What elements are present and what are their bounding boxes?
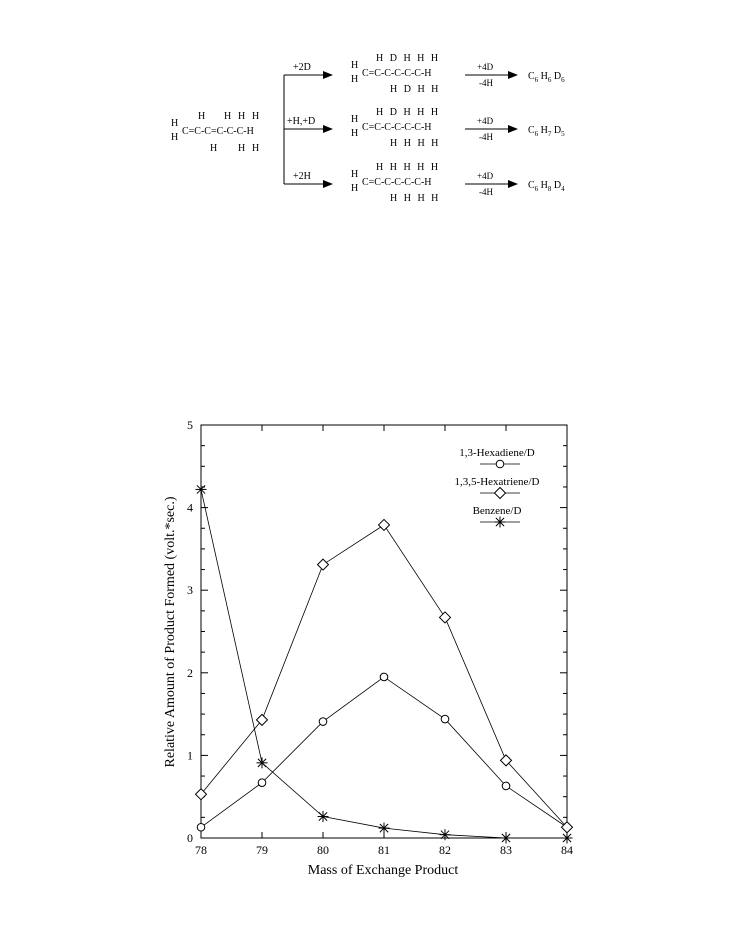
reactant-bottom-h: H H H [210, 143, 260, 154]
y-tick-label: 1 [187, 748, 193, 763]
x-tick-label: 82 [439, 843, 451, 857]
step-bottom-label: -4H [479, 132, 493, 142]
x-tick-label: 84 [561, 843, 573, 857]
legend-marker-diamond [495, 488, 506, 499]
data-point-circle [502, 782, 510, 790]
path-2d [284, 53, 565, 95]
y-tick-label: 3 [187, 583, 193, 598]
reactant-chain: C=C-C=C-C-C-H [182, 126, 254, 137]
data-point-circle [380, 673, 388, 681]
data-point-diamond [318, 559, 329, 570]
legend-marker-circle [496, 460, 504, 468]
step-top-label: +4D [477, 116, 494, 126]
step-arrow-head [508, 125, 518, 133]
step-bottom-label: -4H [479, 187, 493, 197]
data-point-circle [258, 779, 266, 787]
legend-label: 1,3,5-Hexatriene/D [454, 476, 540, 488]
product-top-h: H D H H H [376, 53, 439, 64]
reactant-left-h-top: H [171, 118, 179, 129]
product-left-h2: H [351, 74, 359, 85]
data-point-star [501, 833, 512, 844]
product-top-h: H D H H H [376, 107, 439, 118]
step-arrow-head [508, 71, 518, 79]
path-h-d [284, 107, 565, 149]
step-top-label: +4D [477, 62, 494, 72]
x-axis-label: Mass of Exchange Product [307, 863, 459, 878]
x-tick-label: 78 [195, 843, 207, 857]
plot-frame [201, 425, 567, 838]
data-point-star [196, 484, 207, 495]
data-point-diamond [562, 822, 573, 833]
data-point-star [562, 833, 573, 844]
legend-label: Benzene/D [472, 505, 522, 517]
series-diamond [196, 519, 573, 832]
y-axis-label: Relative Amount of Product Formed (volt.*sec.) [163, 496, 178, 768]
chart-axes [187, 418, 573, 857]
reagent-arrow-head [323, 125, 333, 133]
step-bottom-label: -4H [479, 78, 493, 88]
x-tick-label: 83 [500, 843, 512, 857]
product-left-h: H [351, 169, 359, 180]
final-formula: $C_6$ $H_8$ $D_4$ [528, 180, 565, 193]
reactant-top-h: H H H H [198, 111, 261, 122]
product-chain: C=C-C-C-C-C-H [362, 177, 432, 188]
product-left-h2: H [351, 183, 359, 194]
product-top-h: H H H H H [376, 162, 439, 173]
data-point-diamond [440, 612, 451, 623]
data-point-circle [319, 718, 327, 726]
x-tick-label: 81 [378, 843, 390, 857]
data-point-star [379, 823, 390, 834]
data-point-circle [197, 823, 205, 831]
chart-legend [455, 447, 540, 528]
series-star [196, 484, 573, 844]
x-tick-label: 79 [256, 843, 268, 857]
y-tick-label: 5 [187, 418, 193, 432]
reagent-label: +2D [293, 62, 311, 73]
product-bottom-h: H H H H [390, 193, 439, 204]
product-chain: C=C-C-C-C-C-H [362, 122, 432, 133]
reagent-arrow-head [323, 180, 333, 188]
legend-label: 1,3-Hexadiene/D [459, 447, 535, 459]
reagent-arrow-head [323, 71, 333, 79]
path-2h [284, 162, 565, 204]
reagent-label: +2H [293, 171, 311, 182]
data-point-diamond [501, 755, 512, 766]
data-point-star [257, 757, 268, 768]
reaction-scheme [0, 0, 735, 230]
series-line [201, 489, 567, 838]
chart-series [196, 484, 573, 844]
y-tick-label: 2 [187, 665, 193, 680]
product-bottom-h: H H H H [390, 138, 439, 149]
product-chain: C=C-C-C-C-C-H [362, 68, 432, 79]
legend-marker-star [495, 517, 506, 528]
final-formula: $C_6$ $H_7$ $D_5$ [528, 125, 565, 138]
x-tick-label: 80 [317, 843, 329, 857]
data-point-star [318, 811, 329, 822]
final-formula: $C_6$ $H_6$ $D_6$ [528, 71, 565, 84]
reactant-structure [171, 111, 260, 154]
product-left-h: H [351, 60, 359, 71]
data-point-diamond [379, 519, 390, 530]
y-tick-label: 0 [187, 831, 193, 845]
data-point-circle [441, 715, 449, 723]
series-circle [197, 673, 571, 831]
series-line [201, 525, 567, 827]
series-line [201, 677, 567, 827]
data-point-diamond [257, 714, 268, 725]
data-point-diamond [196, 789, 207, 800]
product-bottom-h: H D H H [390, 84, 439, 95]
step-arrow-head [508, 180, 518, 188]
reactant-left-h-bottom: H [171, 132, 179, 143]
step-top-label: +4D [477, 171, 494, 181]
product-left-h2: H [351, 128, 359, 139]
data-point-circle [563, 823, 571, 831]
product-left-h: H [351, 114, 359, 125]
data-point-star [440, 829, 451, 840]
y-tick-label: 4 [187, 500, 193, 515]
reagent-label: +H,+D [287, 116, 316, 127]
